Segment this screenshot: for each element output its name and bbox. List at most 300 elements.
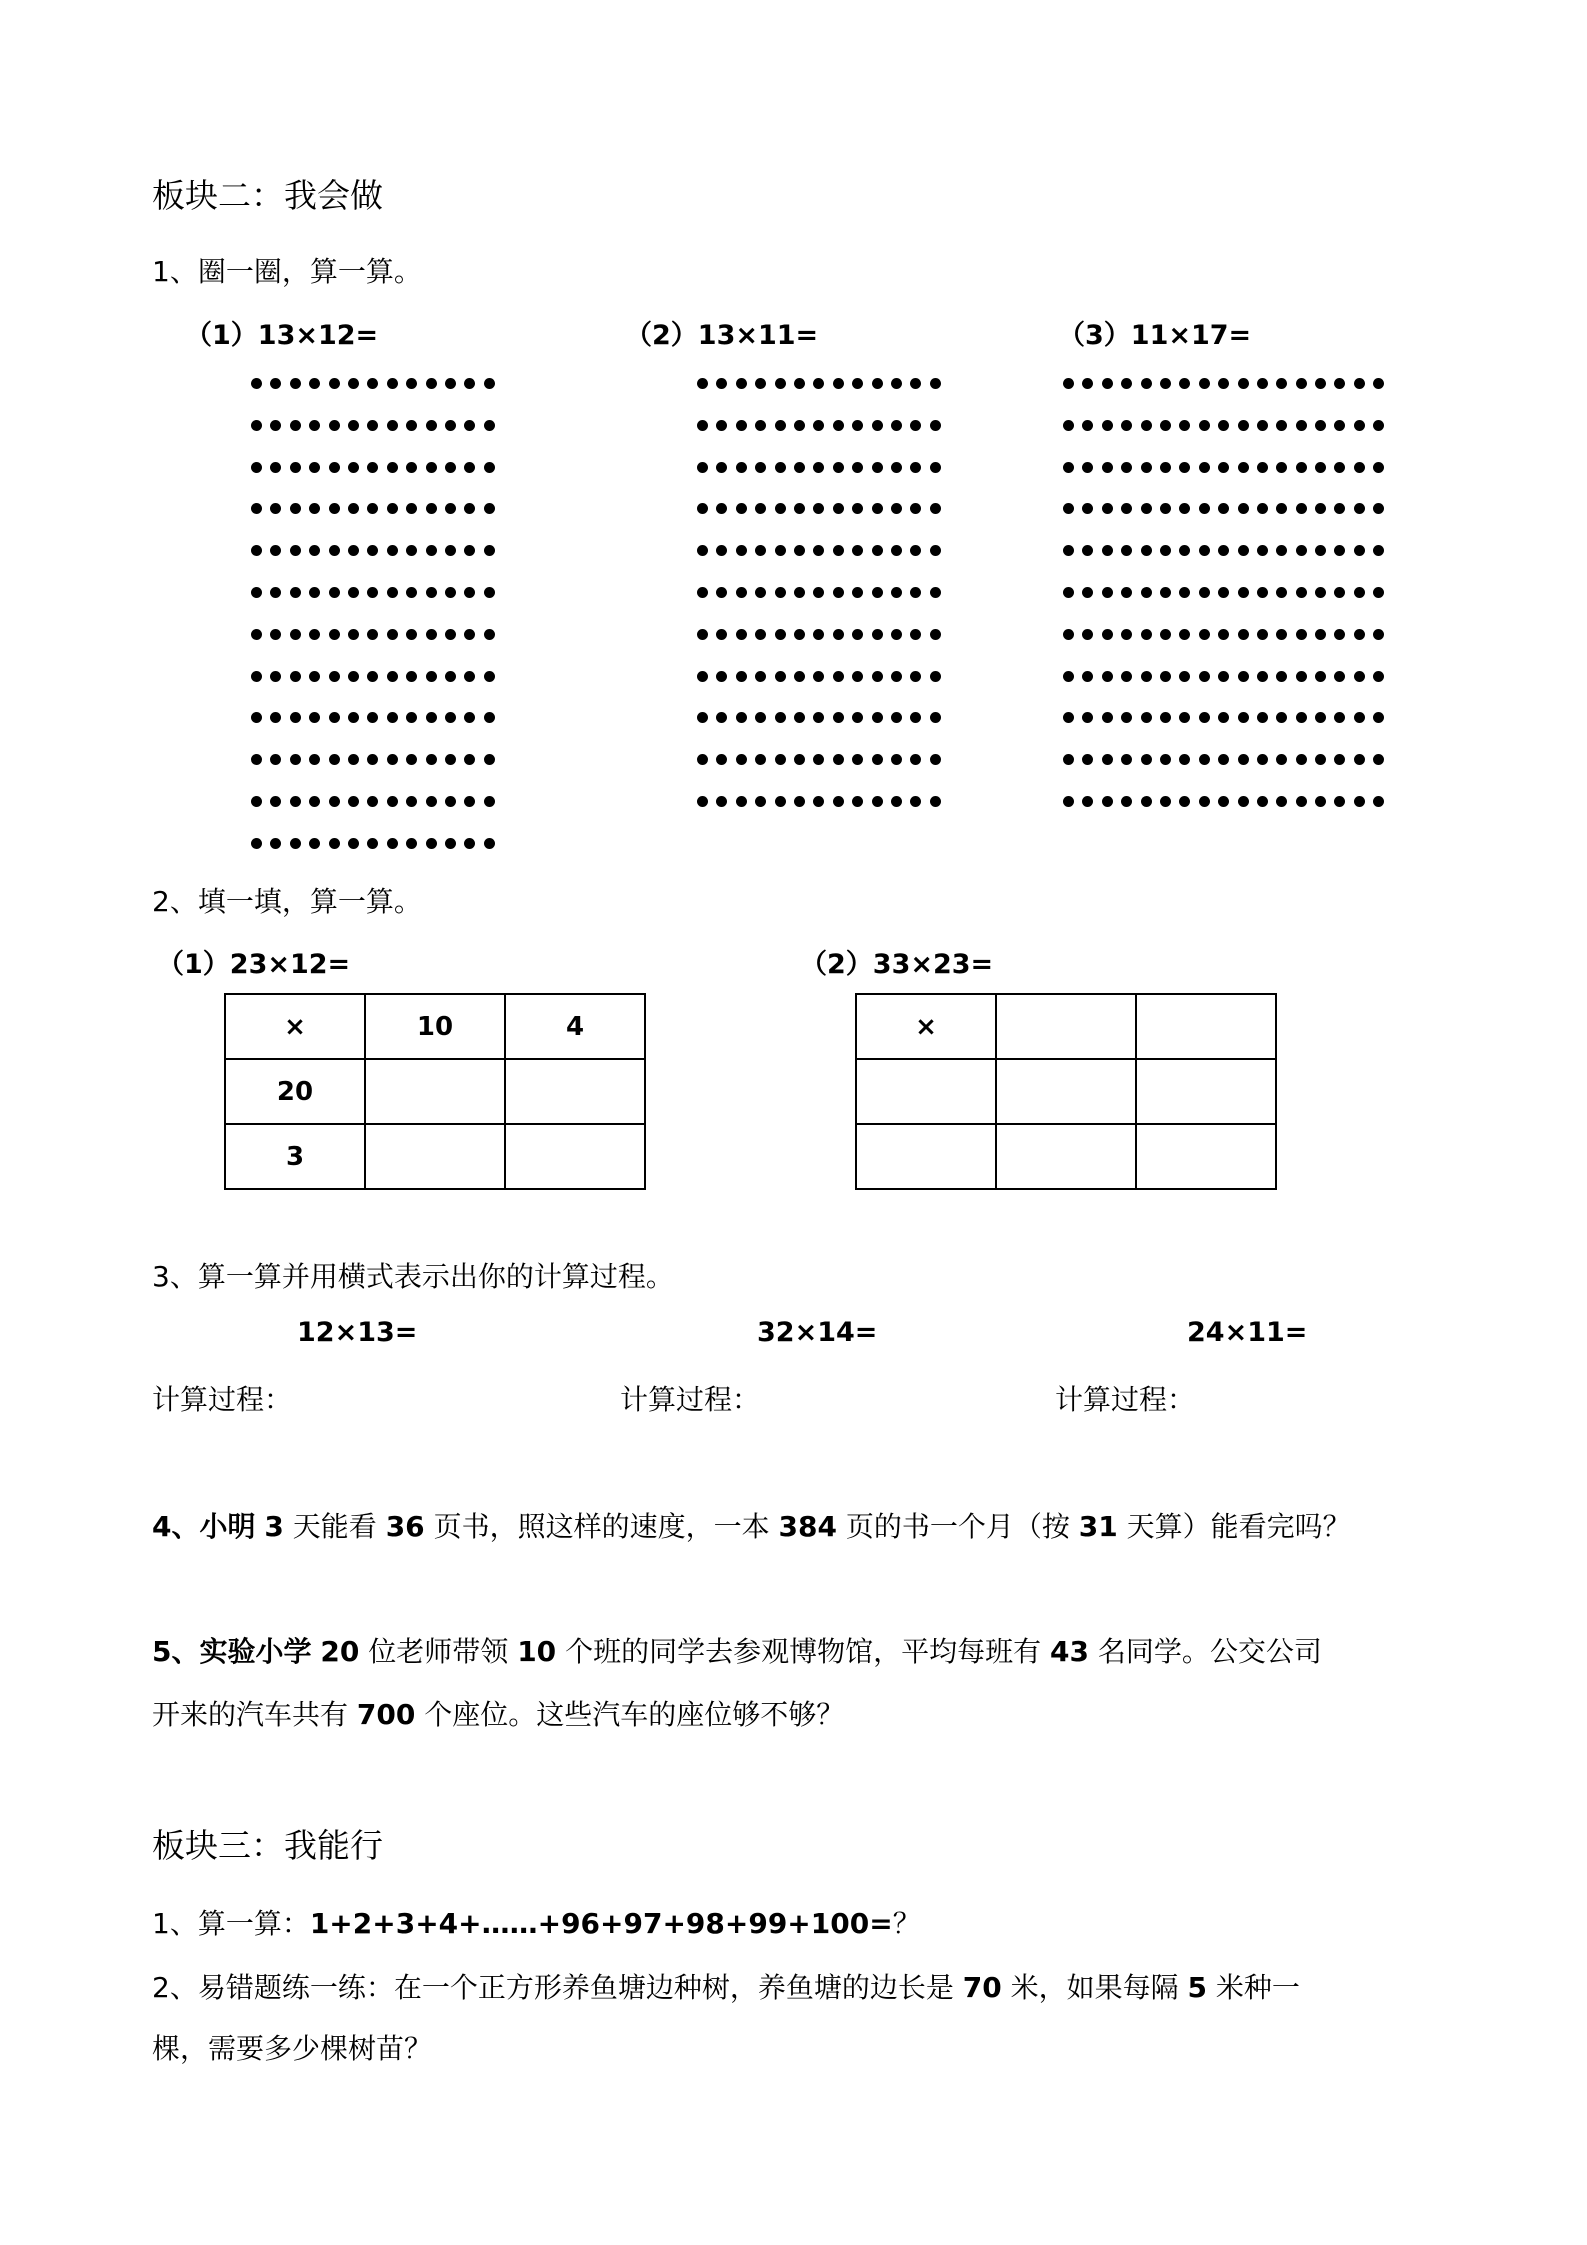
q5-number: 20: [320, 1635, 360, 1668]
q5-part: 名同学。公交公司: [1097, 1635, 1322, 1668]
dot: [251, 503, 262, 514]
dot: [1315, 420, 1326, 431]
dot: [813, 503, 824, 514]
dot: [930, 587, 941, 598]
dot: [852, 420, 863, 431]
dot: [484, 503, 495, 514]
s3-q1-expr: 1+2+3+4+……+96+97+98+99+100=: [309, 1907, 893, 1940]
dot: [251, 754, 262, 765]
dot: [1315, 462, 1326, 473]
dot: [426, 796, 437, 807]
q5-part: 个班的同学去参观博物馆，平均每班有: [565, 1635, 1042, 1668]
dot: [697, 378, 708, 389]
dot: [426, 545, 437, 556]
dot: [484, 462, 495, 473]
dot: [1063, 587, 1074, 598]
table2-cell[interactable]: [996, 994, 1136, 1059]
dot: [775, 754, 786, 765]
q4-part: 4、小明: [152, 1510, 256, 1543]
dot: [930, 378, 941, 389]
dot: [872, 462, 883, 473]
q5-part: 5、实验小学: [152, 1635, 312, 1668]
dot: [1315, 587, 1326, 598]
dot: [387, 796, 398, 807]
dot: [1354, 420, 1365, 431]
dot: [1276, 754, 1287, 765]
dot: [1238, 671, 1249, 682]
dot: [891, 754, 902, 765]
dot: [1354, 629, 1365, 640]
dot: [813, 754, 824, 765]
dot: [484, 796, 495, 807]
dot: [910, 671, 921, 682]
dot: [813, 671, 824, 682]
dot: [464, 420, 475, 431]
dot: [1218, 796, 1229, 807]
dot: [813, 629, 824, 640]
dot: [930, 796, 941, 807]
dot: [484, 629, 495, 640]
dot: [290, 838, 301, 849]
dot: [1334, 420, 1345, 431]
dot: [1179, 754, 1190, 765]
dot: [1257, 712, 1268, 723]
dot: [1199, 671, 1210, 682]
s3-q2-number: 70: [962, 1971, 1002, 2004]
dot: [1063, 671, 1074, 682]
dot: [426, 838, 437, 849]
dot: [697, 587, 708, 598]
dot: [329, 838, 340, 849]
dot: [910, 545, 921, 556]
dot: [348, 712, 359, 723]
q5-part: 开来的汽车共有: [152, 1698, 349, 1731]
dot: [1296, 796, 1307, 807]
dot: [891, 671, 902, 682]
dot: [1238, 629, 1249, 640]
dot: [1276, 629, 1287, 640]
dot: [1238, 545, 1249, 556]
dot: [348, 545, 359, 556]
table1-cell: 20: [225, 1059, 365, 1124]
dot: [1257, 545, 1268, 556]
dot: [484, 420, 495, 431]
dot: [1334, 671, 1345, 682]
dot: [1334, 503, 1345, 514]
dot: [1218, 754, 1229, 765]
dot: [1141, 545, 1152, 556]
dot: [755, 712, 766, 723]
dot: [484, 712, 495, 723]
dot: [1257, 462, 1268, 473]
table1-cell: 4: [505, 994, 645, 1059]
dot: [872, 712, 883, 723]
dot: [1276, 712, 1287, 723]
dot: [387, 503, 398, 514]
dot: [1315, 545, 1326, 556]
dot: [1199, 629, 1210, 640]
q4-part: 天算）能看完吗？: [1126, 1510, 1351, 1543]
dot: [1238, 378, 1249, 389]
dot: [1082, 420, 1093, 431]
dot: [1373, 420, 1384, 431]
q5-number: 43: [1049, 1635, 1089, 1668]
dot: [1141, 754, 1152, 765]
q4-number: 384: [778, 1510, 837, 1543]
dot: [251, 420, 262, 431]
dot: [426, 462, 437, 473]
dot: [329, 503, 340, 514]
dot: [1296, 545, 1307, 556]
dot: [329, 545, 340, 556]
dot: [813, 712, 824, 723]
dot: [406, 545, 417, 556]
dot: [290, 754, 301, 765]
dot: [387, 629, 398, 640]
q1-item3-label: （3）11×17=: [1058, 320, 1252, 351]
dot: [1063, 754, 1074, 765]
dot: [775, 712, 786, 723]
dot: [1102, 378, 1113, 389]
q2-item2-label: （2）33×23=: [800, 949, 994, 980]
dot: [387, 462, 398, 473]
dot: [270, 629, 281, 640]
dot: [1354, 503, 1365, 514]
dot: [445, 503, 456, 514]
dot: [833, 503, 844, 514]
dot: [309, 671, 320, 682]
dot: [736, 671, 747, 682]
dot: [1315, 796, 1326, 807]
table2-cell[interactable]: [1136, 994, 1276, 1059]
dot: [387, 420, 398, 431]
dot: [1102, 796, 1113, 807]
dot: [1082, 629, 1093, 640]
q3-process-label-2: 计算过程：: [620, 1383, 761, 1416]
dot: [290, 420, 301, 431]
dot: [1160, 503, 1171, 514]
q4-part: 页的书一个月（按: [845, 1510, 1070, 1543]
dot: [1121, 462, 1132, 473]
dot: [367, 587, 378, 598]
dot: [716, 503, 727, 514]
dot: [367, 545, 378, 556]
dot: [1102, 671, 1113, 682]
dot: [930, 629, 941, 640]
dot: [736, 712, 747, 723]
dot: [1257, 754, 1268, 765]
dot: [251, 462, 262, 473]
dot: [716, 587, 727, 598]
dot: [1082, 712, 1093, 723]
dot: [1373, 378, 1384, 389]
dot: [1334, 629, 1345, 640]
dot: [1199, 503, 1210, 514]
dot: [1257, 378, 1268, 389]
dot: [1334, 754, 1345, 765]
dot: [1102, 420, 1113, 431]
dot: [1102, 545, 1113, 556]
dot: [1179, 378, 1190, 389]
dot: [1354, 462, 1365, 473]
dot: [852, 671, 863, 682]
dot: [1121, 754, 1132, 765]
dot: [1257, 796, 1268, 807]
dot: [367, 712, 378, 723]
dot: [852, 378, 863, 389]
dot: [251, 378, 262, 389]
dot: [794, 629, 805, 640]
q3-expr-2: 32×14=: [757, 1317, 878, 1348]
dot: [1238, 754, 1249, 765]
dot: [1121, 587, 1132, 598]
dot: [852, 503, 863, 514]
dot: [426, 671, 437, 682]
dot: [1179, 587, 1190, 598]
dot: [910, 462, 921, 473]
dot: [1082, 671, 1093, 682]
dot: [794, 420, 805, 431]
dot: [484, 754, 495, 765]
table1-cell[interactable]: [365, 1059, 505, 1124]
dot: [794, 754, 805, 765]
dot: [1141, 712, 1152, 723]
dot: [930, 545, 941, 556]
dot: [251, 629, 262, 640]
dot: [697, 503, 708, 514]
q4-part: 页书，照这样的速度，一本: [433, 1510, 770, 1543]
dot: [891, 462, 902, 473]
dot-grid-1: [251, 378, 503, 880]
dot-grid-3: [1063, 378, 1393, 838]
dot: [1373, 712, 1384, 723]
dot: [716, 754, 727, 765]
dot: [1063, 462, 1074, 473]
dot: [1238, 587, 1249, 598]
q5-number: 700: [356, 1698, 416, 1731]
dot: [1334, 545, 1345, 556]
table1-cell[interactable]: [505, 1124, 645, 1189]
dot: [251, 838, 262, 849]
dot: [910, 754, 921, 765]
dot: [464, 754, 475, 765]
dot: [387, 671, 398, 682]
dot: [775, 587, 786, 598]
dot: [910, 420, 921, 431]
q4-number: 36: [385, 1510, 425, 1543]
dot: [1179, 503, 1190, 514]
dot: [251, 671, 262, 682]
dot: [406, 462, 417, 473]
dot: [1354, 754, 1365, 765]
dot: [1218, 378, 1229, 389]
table2-cell[interactable]: [856, 1124, 996, 1189]
dot: [1238, 420, 1249, 431]
dot: [910, 629, 921, 640]
dot: [270, 712, 281, 723]
dot: [1160, 545, 1171, 556]
dot: [755, 545, 766, 556]
q5-part: 位老师带领: [368, 1635, 509, 1668]
dot: [1160, 796, 1171, 807]
dot: [813, 378, 824, 389]
dot: [270, 796, 281, 807]
dot: [775, 796, 786, 807]
s3-q1: [152, 1902, 921, 1942]
dot: [270, 503, 281, 514]
dot: [852, 754, 863, 765]
dot: [1160, 587, 1171, 598]
dot: [445, 462, 456, 473]
dot: [464, 629, 475, 640]
q5-number: 10: [517, 1635, 557, 1668]
dot: [794, 587, 805, 598]
dot: [445, 671, 456, 682]
dot: [794, 796, 805, 807]
dot: [1334, 378, 1345, 389]
dot: [1315, 671, 1326, 682]
dot: [309, 754, 320, 765]
dot: [755, 754, 766, 765]
dot: [309, 796, 320, 807]
dot: [251, 587, 262, 598]
dot: [852, 629, 863, 640]
dot: [1296, 629, 1307, 640]
dot: [755, 378, 766, 389]
dot: [736, 462, 747, 473]
dot: [1315, 629, 1326, 640]
s3-q2-line2: 棵，需要多少棵树苗？: [152, 2032, 433, 2065]
dot: [697, 796, 708, 807]
table2-cell[interactable]: [1136, 1124, 1276, 1189]
dot: [1296, 671, 1307, 682]
dot: [1218, 712, 1229, 723]
multiplication-table-1: [224, 993, 646, 1190]
dot: [445, 754, 456, 765]
dot: [930, 671, 941, 682]
table2-cell[interactable]: [1136, 1059, 1276, 1124]
dot: [1257, 587, 1268, 598]
dot: [1276, 671, 1287, 682]
dot: [736, 587, 747, 598]
dot: [736, 629, 747, 640]
dot: [716, 796, 727, 807]
dot: [387, 587, 398, 598]
dot: [872, 503, 883, 514]
dot: [775, 462, 786, 473]
dot: [1276, 378, 1287, 389]
dot: [833, 754, 844, 765]
table2-cell[interactable]: [856, 1059, 996, 1124]
dot: [406, 420, 417, 431]
dot: [697, 754, 708, 765]
dot: [367, 420, 378, 431]
dot: [1199, 754, 1210, 765]
dot: [716, 420, 727, 431]
dot: [833, 712, 844, 723]
dot: [755, 796, 766, 807]
dot: [445, 378, 456, 389]
dot: [329, 712, 340, 723]
dot: [329, 796, 340, 807]
dot: [406, 712, 417, 723]
dot: [309, 378, 320, 389]
dot: [367, 838, 378, 849]
dot: [1296, 462, 1307, 473]
dot: [309, 629, 320, 640]
dot: [1257, 503, 1268, 514]
dot: [813, 545, 824, 556]
dot: [1141, 796, 1152, 807]
dot: [891, 712, 902, 723]
dot: [1141, 671, 1152, 682]
dot: [1218, 671, 1229, 682]
dot: [309, 462, 320, 473]
dot: [484, 671, 495, 682]
dot: [348, 587, 359, 598]
table1-cell[interactable]: [365, 1124, 505, 1189]
dot: [464, 503, 475, 514]
dot: [1373, 545, 1384, 556]
dot: [1373, 754, 1384, 765]
dot: [1315, 503, 1326, 514]
dot: [1102, 629, 1113, 640]
dot: [367, 671, 378, 682]
dot: [1121, 712, 1132, 723]
dot: [1063, 503, 1074, 514]
dot: [270, 754, 281, 765]
dot: [736, 420, 747, 431]
dot: [794, 462, 805, 473]
dot: [1334, 587, 1345, 598]
table2-cell[interactable]: [996, 1124, 1136, 1189]
section3-title: 板块三：我能行: [152, 1826, 383, 1865]
s3-q2-part: 米种一: [1215, 1971, 1300, 2004]
dot: [833, 420, 844, 431]
dot: [290, 462, 301, 473]
dot: [872, 378, 883, 389]
table2-cell[interactable]: [996, 1059, 1136, 1124]
section2-title: 板块二：我会做: [152, 176, 383, 215]
q3-process-label-3: 计算过程：: [1055, 1383, 1196, 1416]
dot: [833, 545, 844, 556]
dot: [910, 796, 921, 807]
dot: [1276, 545, 1287, 556]
dot: [1218, 545, 1229, 556]
dot: [794, 378, 805, 389]
dot: [426, 420, 437, 431]
dot: [1373, 587, 1384, 598]
dot: [1257, 629, 1268, 640]
dot: [348, 462, 359, 473]
dot-grid-2: [697, 378, 949, 838]
dot: [1063, 545, 1074, 556]
dot: [1218, 420, 1229, 431]
table1-cell[interactable]: [505, 1059, 645, 1124]
dot: [290, 671, 301, 682]
dot: [1141, 503, 1152, 514]
s3-q1-prefix: 1、算一算：: [152, 1907, 310, 1940]
dot: [716, 712, 727, 723]
dot: [1063, 629, 1074, 640]
dot: [775, 420, 786, 431]
dot: [426, 503, 437, 514]
dot: [290, 545, 301, 556]
dot: [270, 587, 281, 598]
dot: [833, 629, 844, 640]
dot: [1218, 462, 1229, 473]
dot: [484, 587, 495, 598]
